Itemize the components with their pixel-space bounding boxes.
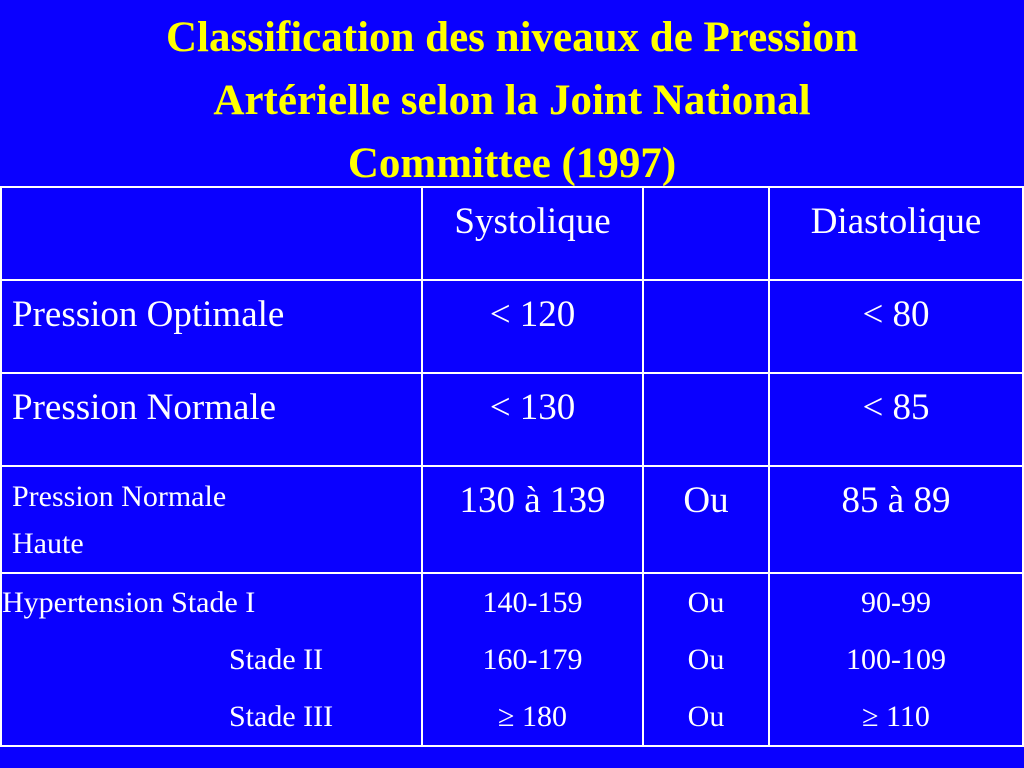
- connector-value: Ou: [643, 466, 769, 573]
- diastolique-value: ≥ 110: [862, 700, 930, 733]
- title-line: Committee (1997): [347, 140, 677, 187]
- connector-value: Ou: [687, 586, 725, 619]
- table-header-row: [1, 187, 1023, 280]
- header-systolique: Systolique: [422, 187, 643, 280]
- systolique-value: 140-159: [482, 586, 583, 619]
- table-row: [1, 280, 1023, 373]
- hypertension-labels: [1, 573, 422, 746]
- header-cell-empty: [643, 187, 769, 280]
- connector-value: Ou: [687, 643, 725, 676]
- row-label-line: Pression Normale: [12, 480, 227, 513]
- diastolique-value: < 85: [769, 373, 1023, 466]
- row-label: [1, 466, 422, 573]
- systolique-value: ≥ 180: [498, 700, 567, 733]
- hypertension-diastolique: [769, 573, 1023, 746]
- systolique-value: < 130: [422, 373, 643, 466]
- slide-title: [0, 6, 1024, 195]
- hypertension-systolique: [422, 573, 643, 746]
- diastolique-value: 100-109: [846, 643, 946, 676]
- table-row: [1, 373, 1023, 466]
- stade-label: Stade II: [229, 643, 324, 676]
- stade-label: Hypertension Stade I: [2, 586, 256, 619]
- title-line: Classification des niveaux de Pression: [165, 14, 859, 61]
- hypertension-connector: [643, 573, 769, 746]
- systolique-value: 130 à 139: [422, 466, 643, 573]
- row-label: Pression Normale: [1, 373, 422, 466]
- diastolique-value: 85 à 89: [769, 466, 1023, 573]
- header-diastolique: Diastolique: [769, 187, 1023, 280]
- title-line: Artérielle selon la Joint National: [213, 77, 811, 124]
- stade-label: Stade III: [229, 700, 334, 733]
- row-label: Pression Optimale: [1, 280, 422, 373]
- connector-value: Ou: [687, 700, 725, 733]
- diastolique-value: < 80: [769, 280, 1023, 373]
- blood-pressure-table: [0, 186, 1024, 747]
- table-row-hypertension: [1, 573, 1023, 746]
- row-label-line: Haute: [12, 527, 84, 560]
- diastolique-value: 90-99: [861, 586, 931, 619]
- table-row: [1, 466, 1023, 573]
- connector-cell: [643, 373, 769, 466]
- header-cell-empty: [1, 187, 422, 280]
- connector-cell: [643, 280, 769, 373]
- systolique-value: 160-179: [482, 643, 583, 676]
- systolique-value: < 120: [422, 280, 643, 373]
